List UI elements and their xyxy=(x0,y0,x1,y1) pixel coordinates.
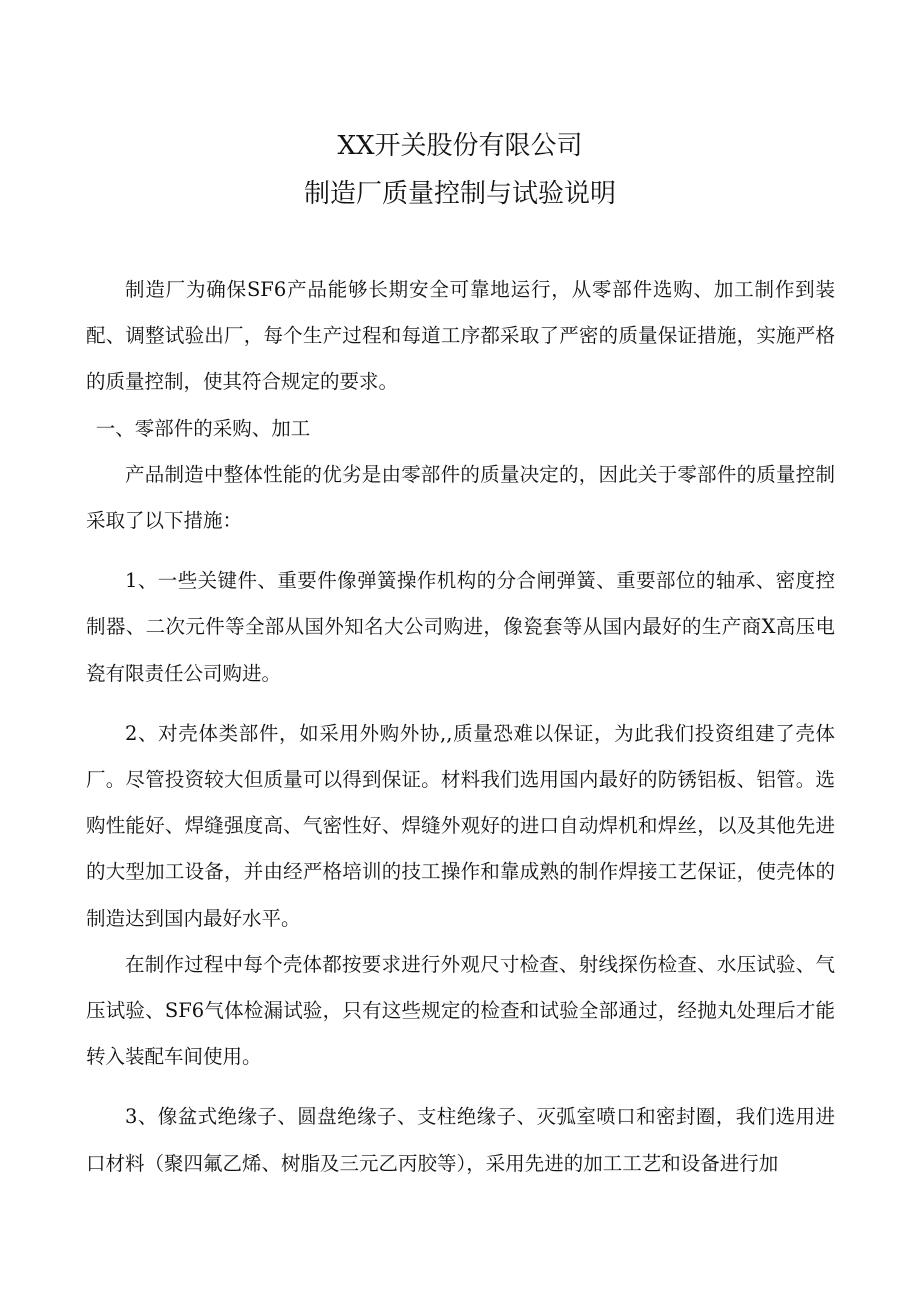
measure-2-paragraph: 2、对壳体类部件，如采用外购外协,,质量恐难以保证，为此我们投资组建了壳体厂。尽管投资较大但质量可以得到保证。材料我们选用国内最好的防锈铝板、铝管。选购性能好、焊缝强度高、气密性好、焊缝外观好的进口自动焊机和焊丝，以及其他先进的大型加工设备，并由经严格培训的技工操作和靠成熟的制作焊接工艺保证，使壳体的制造达到国内最好水平。 xyxy=(86,721,835,930)
company-title: XX开关股份有限公司 xyxy=(337,131,583,161)
measure-3-paragraph: 3、像盆式绝缘子、圆盘绝缘子、支柱绝缘子、灭弧室喷口和密封圈，我们选用进口材料（聚四氟乙烯、树脂及三元乙丙胶等），采用先进的加工工艺和设备进行加 xyxy=(86,1105,835,1175)
measure-1-paragraph: 1、一些关键件、重要件像弹簧操作机构的分合闸弹簧、重要部位的轴承、密度控制器、二次元件等全部从国外知名大公司购进，像瓷套等从国内最好的生产商X高压电瓷有限责任公司购进。 xyxy=(86,569,835,685)
intro-paragraph: 制造厂为确保SF6产品能够长期安全可靠地运行，从零部件选购、加工制作到装配、调整试验出厂，每个生产过程和每道工序都采取了严密的质量保证措施，实施严格的质量控制，使其符合规定的要求。 xyxy=(86,278,835,394)
parts-quality-paragraph: 产品制造中整体性能的优劣是由零部件的质量决定的，因此关于零部件的质量控制采取了以下措施： xyxy=(86,462,835,533)
section-heading-parts-procurement: 一、零部件的采购、加工 xyxy=(95,416,311,440)
document-title: 制造厂质量控制与试验说明 xyxy=(303,179,616,209)
shell-inspection-paragraph: 在制作过程中每个壳体都按要求进行外观尺寸检查、射线探伤检查、水压试验、气压试验、SF6气体检漏试验，只有这些规定的检查和试验全部通过，经抛丸处理后才能转入装配车间使用。 xyxy=(86,952,835,1069)
document-body xyxy=(86,267,835,1187)
